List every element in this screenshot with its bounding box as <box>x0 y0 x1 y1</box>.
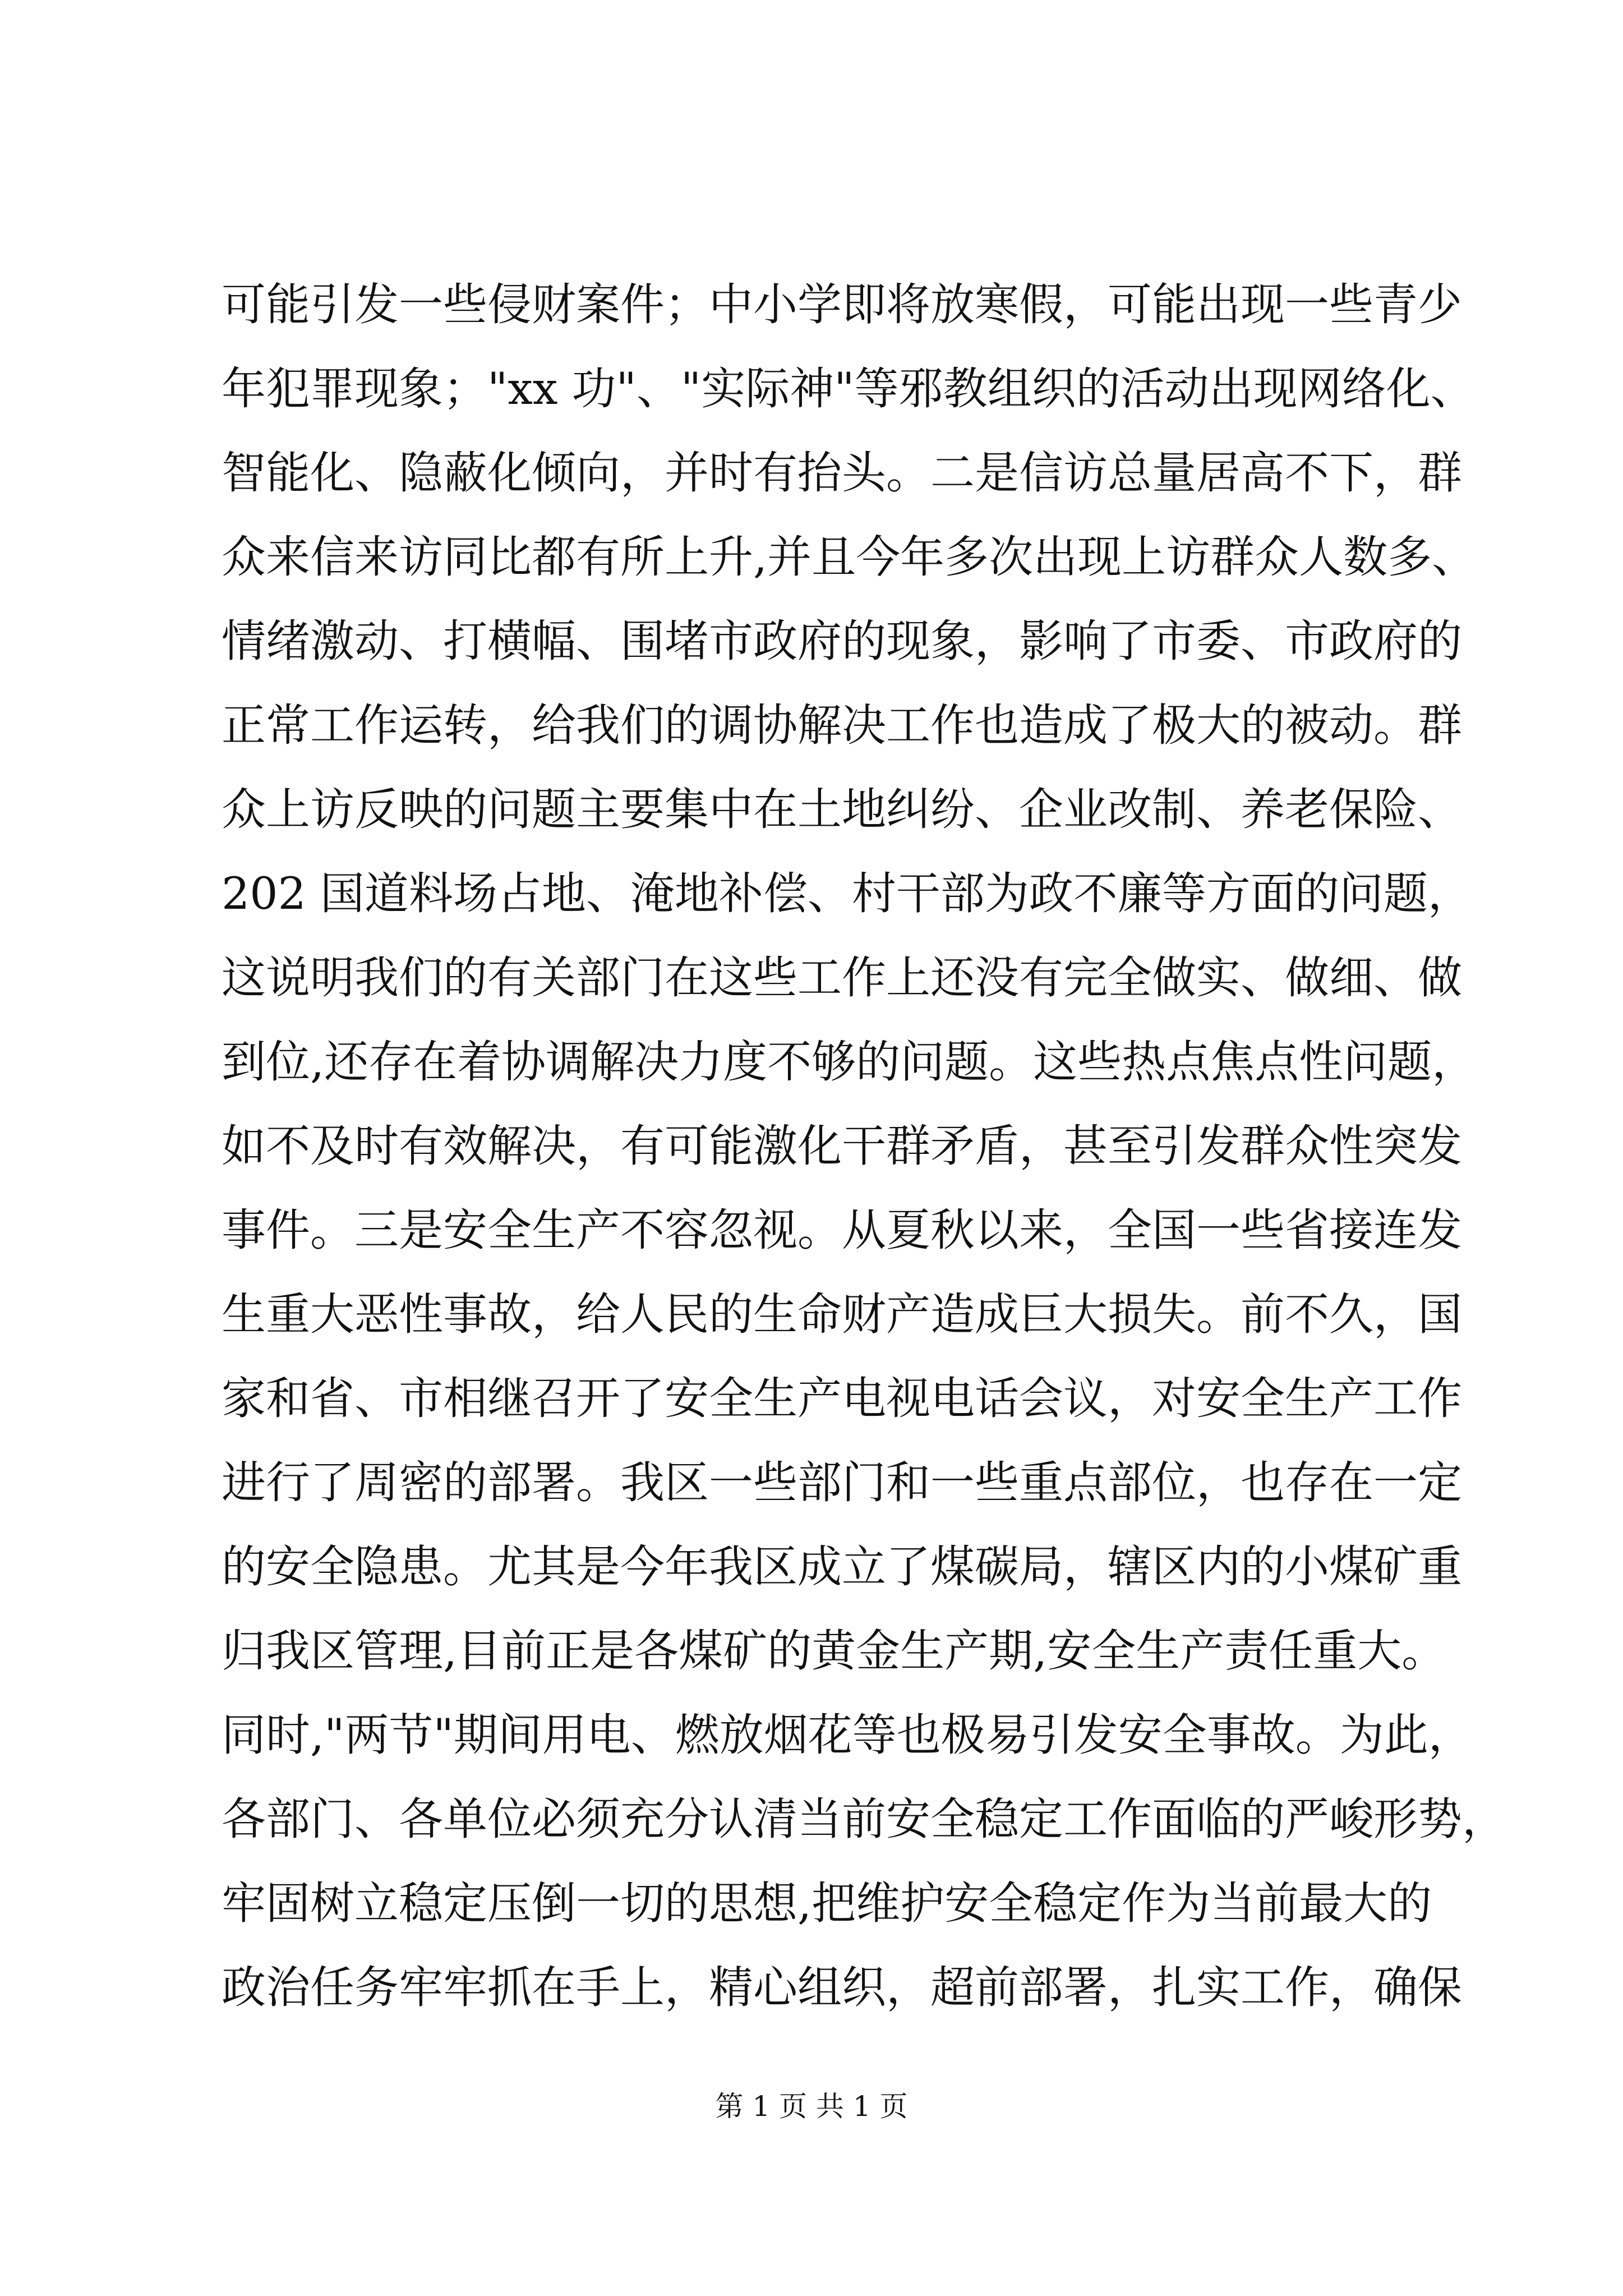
body-text <box>222 263 1506 2030</box>
text-line: 归我区管理,目前正是各煤矿的黄金生产期,安全生产责任重大。 <box>222 1625 1446 1677</box>
text-line: 到位,还存在着协调解决力度不够的问题。这些热点焦点性问题， <box>222 1036 1477 1088</box>
text-line: 202 国道料场占地、淹地补偿、村干部为政不廉等方面的问题， <box>222 868 1472 919</box>
text-line: 正常工作运转，给我们的调协解决工作也造成了极大的被动。群 <box>222 700 1462 751</box>
page-number-footer: 第 1 页 共 1 页 <box>715 2090 908 2123</box>
text-line: 政治任务牢牢抓在手上，精心组织，超前部署，扎实工作，确保 <box>222 1962 1462 2013</box>
text-line: 同时,"两节"期间用电、燃放烟花等也极易引发安全事故。为此， <box>222 1709 1473 1761</box>
text-line: 如不及时有效解决，有可能激化干群矛盾，甚至引发群众性突发 <box>222 1120 1462 1172</box>
text-line: 生重大恶性事故，给人民的生命财产造成巨大损失。前不久，国 <box>222 1289 1462 1340</box>
text-line: 众上访反映的问题主要集中在土地纠纷、企业改制、养老保险、 <box>222 784 1462 835</box>
text-line: 牢固树立稳定压倒一切的思想,把维护安全稳定作为当前最大的 <box>222 1878 1432 1929</box>
text-line: 进行了周密的部署。我区一些部门和一些重点部位，也存在一定 <box>222 1457 1462 1508</box>
text-line: 这说明我们的有关部门在这些工作上还没有完全做实、做细、做 <box>222 952 1462 1004</box>
text-line: 智能化、隐蔽化倾向，并时有抬头。二是信访总量居高不下，群 <box>222 447 1462 499</box>
text-line: 事件。三是安全生产不容忽视。从夏秋以来，全国一些省接连发 <box>222 1204 1462 1256</box>
text-line: 各部门、各单位必须充分认清当前安全稳定工作面临的严峻形势， <box>222 1793 1506 1845</box>
text-line: 年犯罪现象；"xx 功"、"实际神"等邪教组织的活动出现网络化、 <box>222 363 1475 415</box>
text-line: 的安全隐患。尤其是今年我区成立了煤碳局，辖区内的小煤矿重 <box>222 1541 1462 1593</box>
text-line: 众来信来访同比都有所上升,并且今年多次出现上访群众人数多、 <box>222 531 1477 583</box>
text-line: 家和省、市相继召开了安全生产电视电话会议，对安全生产工作 <box>222 1373 1462 1424</box>
text-line: 情绪激动、打横幅、围堵市政府的现象，影响了市委、市政府的 <box>222 615 1462 667</box>
text-line: 可能引发一些侵财案件；中小学即将放寒假，可能出现一些青少 <box>222 279 1462 330</box>
